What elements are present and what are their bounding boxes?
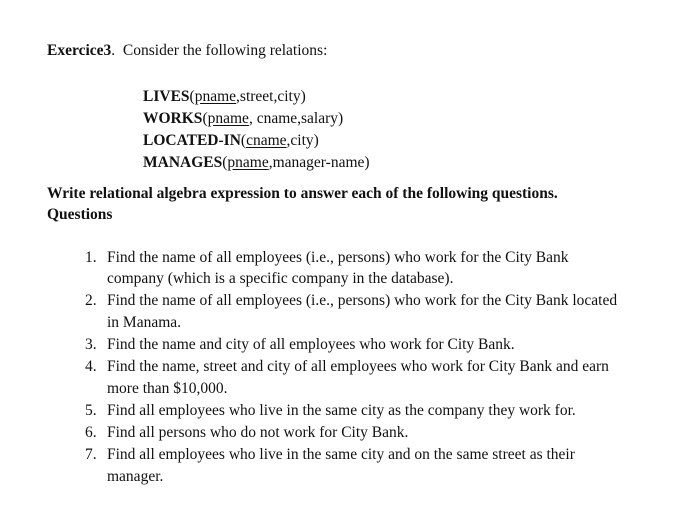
relation-key: pname	[227, 154, 269, 171]
relation-lives: LIVES(pname,street,city)	[143, 88, 306, 105]
exercise-heading	[47, 41, 327, 61]
question-text: Find the name of all employees (i.e., persons) who work for the City Bank located	[107, 292, 618, 309]
relation-attributes: ,manager-name)	[268, 154, 370, 171]
relation-name: MANAGES	[143, 154, 223, 171]
relation-located-in: LOCATED-IN(cname,city)	[143, 132, 319, 149]
question-text: Find the name of all employees (i.e., persons) who work for the City Bank	[107, 249, 569, 266]
question-number: 3.	[85, 336, 97, 353]
relation-attributes: ,city)	[286, 132, 319, 149]
question-number: 4.	[85, 358, 97, 375]
relation-name: LOCATED-IN	[143, 132, 241, 149]
relation-name: WORKS	[143, 110, 203, 127]
question-text: Find the name, street and city of all employees who work for City Bank and earn	[107, 358, 609, 375]
relation-key: pname	[207, 110, 249, 127]
question-item	[85, 335, 515, 355]
relation-attributes: , cname,salary)	[248, 110, 344, 127]
relation-attributes: ,street,city)	[236, 88, 306, 105]
question-item	[85, 291, 617, 311]
question-item	[85, 357, 609, 377]
exercise-label: Exercice3	[47, 42, 112, 59]
exercise-intro: Consider the following relations:	[122, 42, 328, 59]
question-number: 5.	[85, 402, 97, 419]
question-continuation: in Manama.	[107, 314, 182, 331]
question-continuation: manager.	[107, 468, 164, 485]
relation-key: pname	[194, 88, 237, 105]
question-item	[85, 248, 568, 268]
question-number: 6.	[85, 424, 97, 441]
question-item	[85, 445, 575, 465]
relation-works: WORKS(pname, cname,salary)	[143, 110, 344, 127]
relation-manages: MANAGES(pname,manager-name)	[143, 154, 370, 171]
question-item	[85, 401, 576, 421]
question-text: Find the name and city of all employees who work for City Bank.	[107, 336, 515, 353]
relation-name: LIVES	[143, 88, 190, 105]
question-text: Find all employees who live in the same city and on the same street as their	[107, 446, 575, 463]
question-continuation: more than $10,000.	[107, 380, 228, 397]
question-number: 2.	[85, 292, 97, 309]
questions-heading: Questions	[47, 206, 113, 223]
question-text: Find all persons who do not work for City Bank.	[107, 424, 409, 441]
question-item	[85, 423, 408, 443]
relation-key: cname	[246, 132, 287, 149]
instruction-text: Write relational algebra expression to answer each of the following questions.	[47, 185, 558, 202]
question-number: 7.	[85, 446, 97, 463]
question-text: Find all employees who live in the same city as the company they work for.	[107, 402, 576, 419]
question-continuation: company (which is a specific company in the database).	[107, 270, 454, 287]
exercise-label-period: .	[111, 42, 116, 59]
question-number: 1.	[85, 249, 97, 266]
